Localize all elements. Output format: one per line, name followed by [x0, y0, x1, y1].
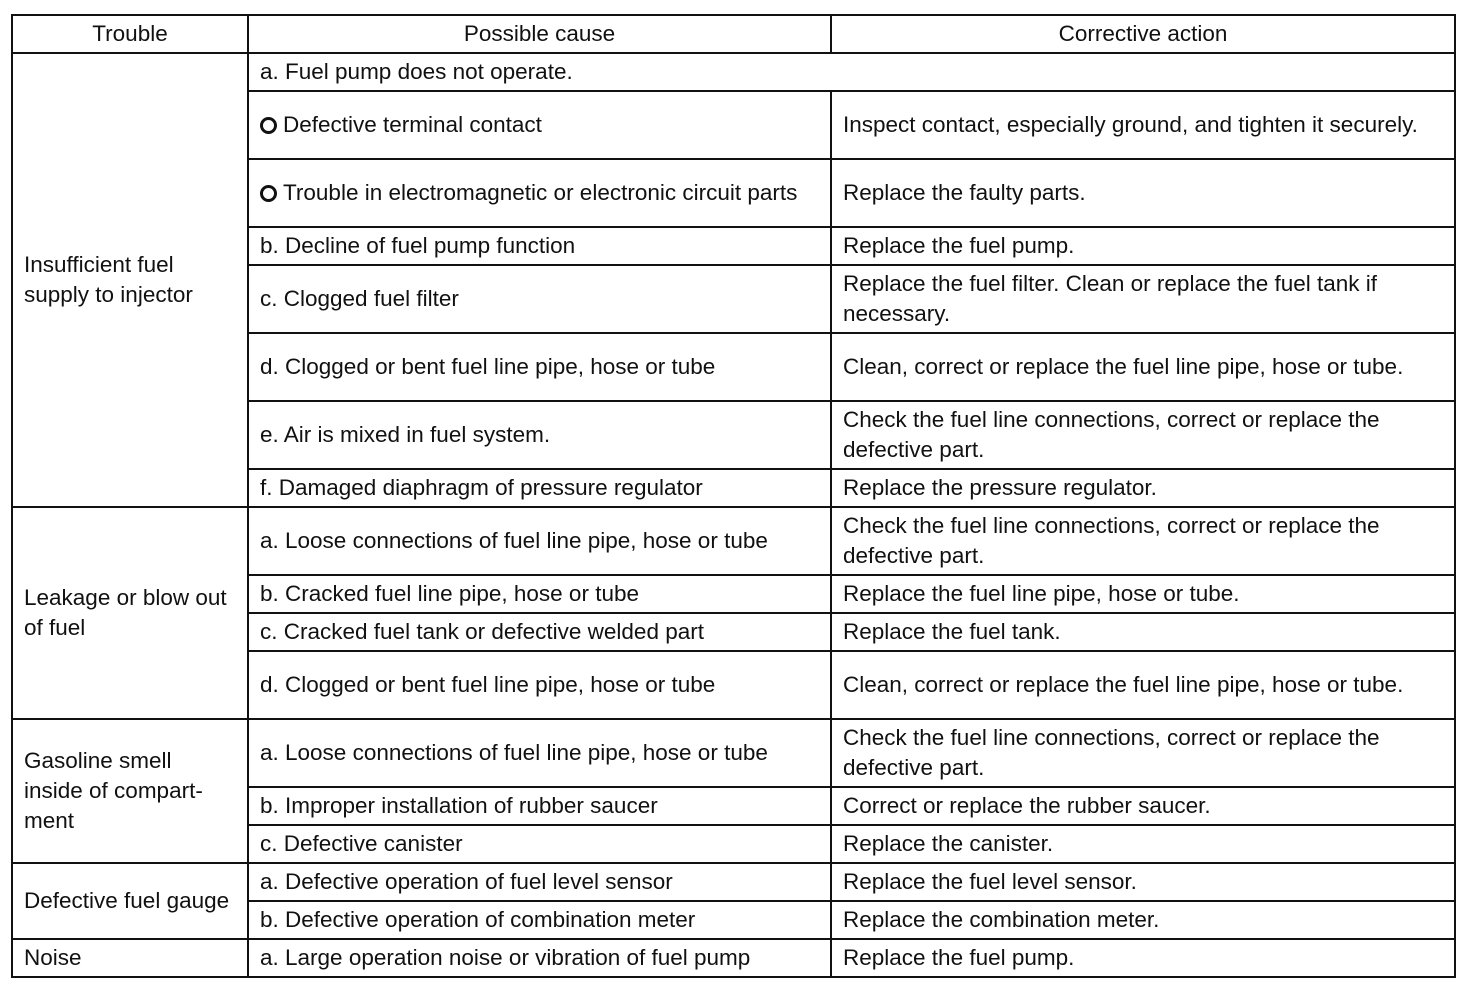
table-row — [12, 863, 1455, 901]
trouble-cell-noise: Noise — [12, 939, 248, 977]
trouble-cell-leakage: Leakage or blow out of fuel — [12, 507, 248, 719]
cause-cell: b. Improper installation of rubber saucer — [248, 787, 831, 825]
table-row — [12, 53, 1455, 91]
trouble-cell-fuel-gauge: Defective fuel gauge — [12, 863, 248, 939]
circle-bullet-icon — [260, 117, 277, 134]
action-cell: Correct or replace the rubber saucer. — [831, 787, 1455, 825]
action-cell: Replace the faulty parts. — [831, 159, 1455, 227]
action-cell: Replace the fuel pump. — [831, 227, 1455, 265]
action-cell: Check the fuel line connections, correct or replace the defective part. — [831, 401, 1455, 469]
cause-cell: f. Damaged diaphragm of pressure regulator — [248, 469, 831, 507]
cause-cell — [248, 91, 831, 159]
action-cell: Replace the fuel line pipe, hose or tube. — [831, 575, 1455, 613]
action-cell: Replace the fuel tank. — [831, 613, 1455, 651]
troubleshooting-table — [11, 14, 1456, 978]
header-trouble: Trouble — [12, 15, 248, 53]
cause-cell: c. Defective canister — [248, 825, 831, 863]
cause-cell: a. Loose connections of fuel line pipe, hose or tube — [248, 719, 831, 787]
cause-cell: c. Cracked fuel tank or defective welded part — [248, 613, 831, 651]
action-cell: Clean, correct or replace the fuel line pipe, hose or tube. — [831, 651, 1455, 719]
cause-cell: b. Defective operation of combination meter — [248, 901, 831, 939]
table-row — [12, 939, 1455, 977]
action-cell: Replace the canister. — [831, 825, 1455, 863]
cause-cell: b. Decline of fuel pump function — [248, 227, 831, 265]
action-cell: Clean, correct or replace the fuel line pipe, hose or tube. — [831, 333, 1455, 401]
action-cell: Replace the combination meter. — [831, 901, 1455, 939]
cause-cell: d. Clogged or bent fuel line pipe, hose or tube — [248, 651, 831, 719]
cause-text: Defective terminal contact — [283, 111, 542, 137]
cause-cell — [248, 159, 831, 227]
cause-cell: b. Cracked fuel line pipe, hose or tube — [248, 575, 831, 613]
header-possible-cause: Possible cause — [248, 15, 831, 53]
cause-cell: a. Defective operation of fuel level sensor — [248, 863, 831, 901]
header-corrective-action: Corrective action — [831, 15, 1455, 53]
table-row — [12, 507, 1455, 575]
table-row — [12, 719, 1455, 787]
cause-cell: a. Fuel pump does not operate. — [248, 53, 1455, 91]
cause-cell: e. Air is mixed in fuel system. — [248, 401, 831, 469]
cause-cell: a. Loose connections of fuel line pipe, hose or tube — [248, 507, 831, 575]
action-cell: Replace the fuel pump. — [831, 939, 1455, 977]
trouble-cell-insufficient-fuel: Insufficient fuel supply to injector — [12, 53, 248, 507]
cause-cell: a. Large operation noise or vibration of fuel pump — [248, 939, 831, 977]
cause-text: Trouble in electromagnetic or electronic circuit parts — [283, 179, 798, 205]
action-cell: Check the fuel line connections, correct or replace the defective part. — [831, 719, 1455, 787]
cause-cell: d. Clogged or bent fuel line pipe, hose or tube — [248, 333, 831, 401]
action-cell: Replace the fuel level sensor. — [831, 863, 1455, 901]
circle-bullet-icon — [260, 185, 277, 202]
action-cell: Replace the pressure regulator. — [831, 469, 1455, 507]
trouble-cell-gasoline-smell: Gasoline smell inside of compart-ment — [12, 719, 248, 863]
action-cell: Replace the fuel filter. Clean or replace the fuel tank if necessary. — [831, 265, 1455, 333]
header-row — [12, 15, 1455, 53]
cause-cell: c. Clogged fuel filter — [248, 265, 831, 333]
action-cell: Inspect contact, especially ground, and tighten it securely. — [831, 91, 1455, 159]
action-cell: Check the fuel line connections, correct or replace the defective part. — [831, 507, 1455, 575]
